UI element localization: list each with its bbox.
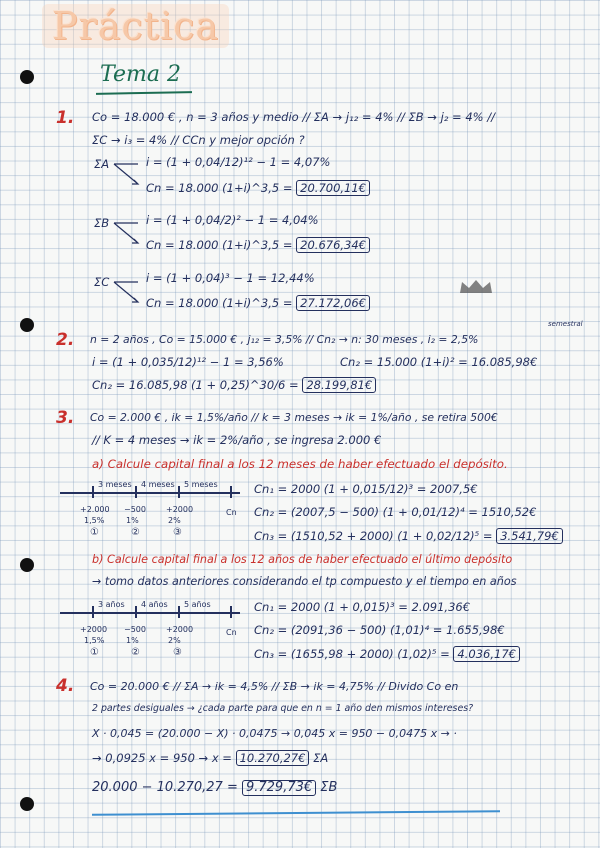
option-label: ΣB [94, 216, 110, 230]
timeline-rate: 1% [126, 636, 139, 645]
problem-statement: n = 2 años , Co = 15.000 € , j₁₂ = 3,5% // Cn₂ → n: 30 meses , i₂ = 2,5% [90, 333, 479, 346]
timeline-end: Cn [226, 508, 237, 517]
binder-hole [20, 318, 34, 332]
problem-statement: Co = 2.000 € , ik = 1,5%/año // k = 3 meses → ik = 1%/año , se retira 500€ [90, 411, 498, 424]
calc-line: → 0,0925 x = 950 → x = 10.270,27€ ΣA [92, 751, 329, 765]
timeline-step: ② [131, 647, 140, 658]
timeline-tick [92, 486, 94, 498]
result-box: 20.700,11€ [296, 180, 370, 196]
problem-number: 4. [56, 676, 75, 696]
timeline-span: 4 años [141, 600, 168, 609]
timeline-rate: 1,5% [84, 516, 105, 525]
cn-equation: Cn₂ = 15.000 (1+i)² = 16.085,98€ [340, 355, 538, 369]
cn-equation: Cn₂ = 16.085,98 (1 + 0,25)^30/6 = 28.199,81€ [92, 377, 376, 393]
problem-statement: Co = 20.000 € // ΣA → ik = 4,5% // ΣB → ik = 4,75% // Divido Co en [90, 680, 459, 693]
crown-icon [458, 278, 494, 294]
title-underline [96, 91, 192, 95]
rate-equation: i = (1 + 0,035/12)¹² − 1 = 3,56% [92, 355, 284, 369]
timeline-rate: 1% [126, 516, 139, 525]
timeline-step: ① [90, 647, 99, 658]
calc-line: 20.000 − 10.270,27 = 9.729,73€ ΣB [92, 780, 338, 795]
timeline-span: 5 meses [184, 480, 218, 489]
timeline-axis [60, 612, 240, 614]
timeline-span: 3 meses [98, 480, 132, 489]
timeline-span: 3 años [98, 600, 125, 609]
timeline-amount: +2000 [80, 625, 108, 634]
cn-equation: Cn = 18.000 (1+i)^3,5 = 20.676,34€ [146, 237, 370, 253]
calc-line: Cn₃ = (1655,98 + 2000) (1,02)⁵ = 4.036,17€ [254, 646, 520, 662]
problem-number: 2. [56, 330, 75, 350]
rate-equation: i = (1 + 0,04/12)¹² − 1 = 4,07% [146, 155, 331, 169]
problem-statement: ΣC → i₃ = 4% // CCn y mejor opción ? [92, 133, 305, 147]
timeline-end: Cn [226, 628, 237, 637]
binder-hole [20, 558, 34, 572]
timeline-amount: +2000 [166, 625, 194, 634]
timeline-tick [178, 606, 180, 618]
rate-equation: i = (1 + 0,04)³ − 1 = 12,44% [146, 271, 315, 285]
timeline-step: ① [90, 527, 99, 538]
timeline-tick [178, 486, 180, 498]
problem-number: 3. [56, 408, 75, 428]
calc-line: Cn₂ = (2007,5 − 500) (1 + 0,01/12)⁴ = 1510,52€ [254, 505, 537, 519]
timeline-amount: +2.000 [80, 505, 110, 514]
problem-statement: 2 partes desiguales → ¿cada parte para que en n = 1 año den mismos intereses? [92, 703, 474, 714]
result-box: 3.541,79€ [496, 528, 563, 544]
page-title: Práctica [42, 4, 229, 48]
timeline-span: 5 años [184, 600, 211, 609]
result-box: 9.729,73€ [242, 780, 316, 796]
result-box: 27.172,06€ [296, 295, 370, 311]
timeline-tick [230, 606, 232, 618]
timeline-span: 4 meses [141, 480, 175, 489]
result-box: 4.036,17€ [453, 646, 520, 662]
timeline-step: ② [131, 527, 140, 538]
branch-arrow-icon [112, 278, 142, 306]
binder-hole [20, 70, 34, 84]
timeline-tick [135, 486, 137, 498]
calc-line: Cn₁ = 2000 (1 + 0,015)³ = 2.091,36€ [254, 600, 471, 614]
cn-equation: Cn = 18.000 (1+i)^3,5 = 20.700,11€ [146, 180, 370, 196]
timeline-amount: −500 [124, 505, 146, 514]
timeline-step: ③ [173, 647, 182, 658]
rate-equation: i = (1 + 0,04/2)² − 1 = 4,04% [146, 213, 319, 227]
calc-line: Cn₂ = (2091,36 − 500) (1,01)⁴ = 1.655,98€ [254, 623, 505, 637]
timeline-rate: 2% [168, 636, 181, 645]
calc-line: Cn₃ = (1510,52 + 2000) (1 + 0,02/12)⁵ = 3.541,79€ [254, 528, 563, 544]
problem-statement: Co = 18.000 € , n = 3 años y medio // ΣA → j₁₂ = 4% // ΣB → j₂ = 4% // [92, 110, 495, 124]
timeline-rate: 2% [168, 516, 181, 525]
result-box: 28.199,81€ [302, 377, 376, 393]
part-a-title: a) Calcule capital final a los 12 meses de haber efectuado el depósito. [92, 457, 508, 471]
problem-statement: // K = 4 meses → ik = 2%/año , se ingresa 2.000 € [92, 433, 382, 447]
timeline-tick [230, 486, 232, 498]
timeline-tick [92, 606, 94, 618]
timeline-axis [60, 492, 240, 494]
cn-equation: Cn = 18.000 (1+i)^3,5 = 27.172,06€ [146, 295, 370, 311]
branch-arrow-icon [112, 160, 142, 188]
result-box: 10.270,27€ [236, 750, 310, 766]
binder-hole [20, 797, 34, 811]
section-title: Tema 2 [100, 62, 181, 87]
calc-line: Cn₁ = 2000 (1 + 0,015/12)³ = 2007,5€ [254, 482, 478, 496]
option-label: ΣA [94, 157, 110, 171]
timeline-amount: +2000 [166, 505, 194, 514]
problem-number: 1. [56, 108, 75, 128]
closing-rule [92, 810, 500, 816]
annotation-note: semestral [548, 320, 583, 328]
calc-line: X · 0,045 = (20.000 − X) · 0,0475 → 0,045 x = 950 − 0,0475 x → · [92, 727, 457, 740]
timeline-rate: 1,5% [84, 636, 105, 645]
option-label: ΣC [94, 275, 110, 289]
part-b-title: b) Calcule capital final a los 12 años de haber efectuado el último depósito [92, 553, 513, 566]
branch-arrow-icon [112, 219, 142, 247]
timeline-step: ③ [173, 527, 182, 538]
result-box: 20.676,34€ [296, 237, 370, 253]
timeline-tick [135, 606, 137, 618]
timeline-amount: −500 [124, 625, 146, 634]
part-b-note: → tomo datos anteriores considerando el tp compuesto y el tiempo en años [92, 575, 517, 588]
